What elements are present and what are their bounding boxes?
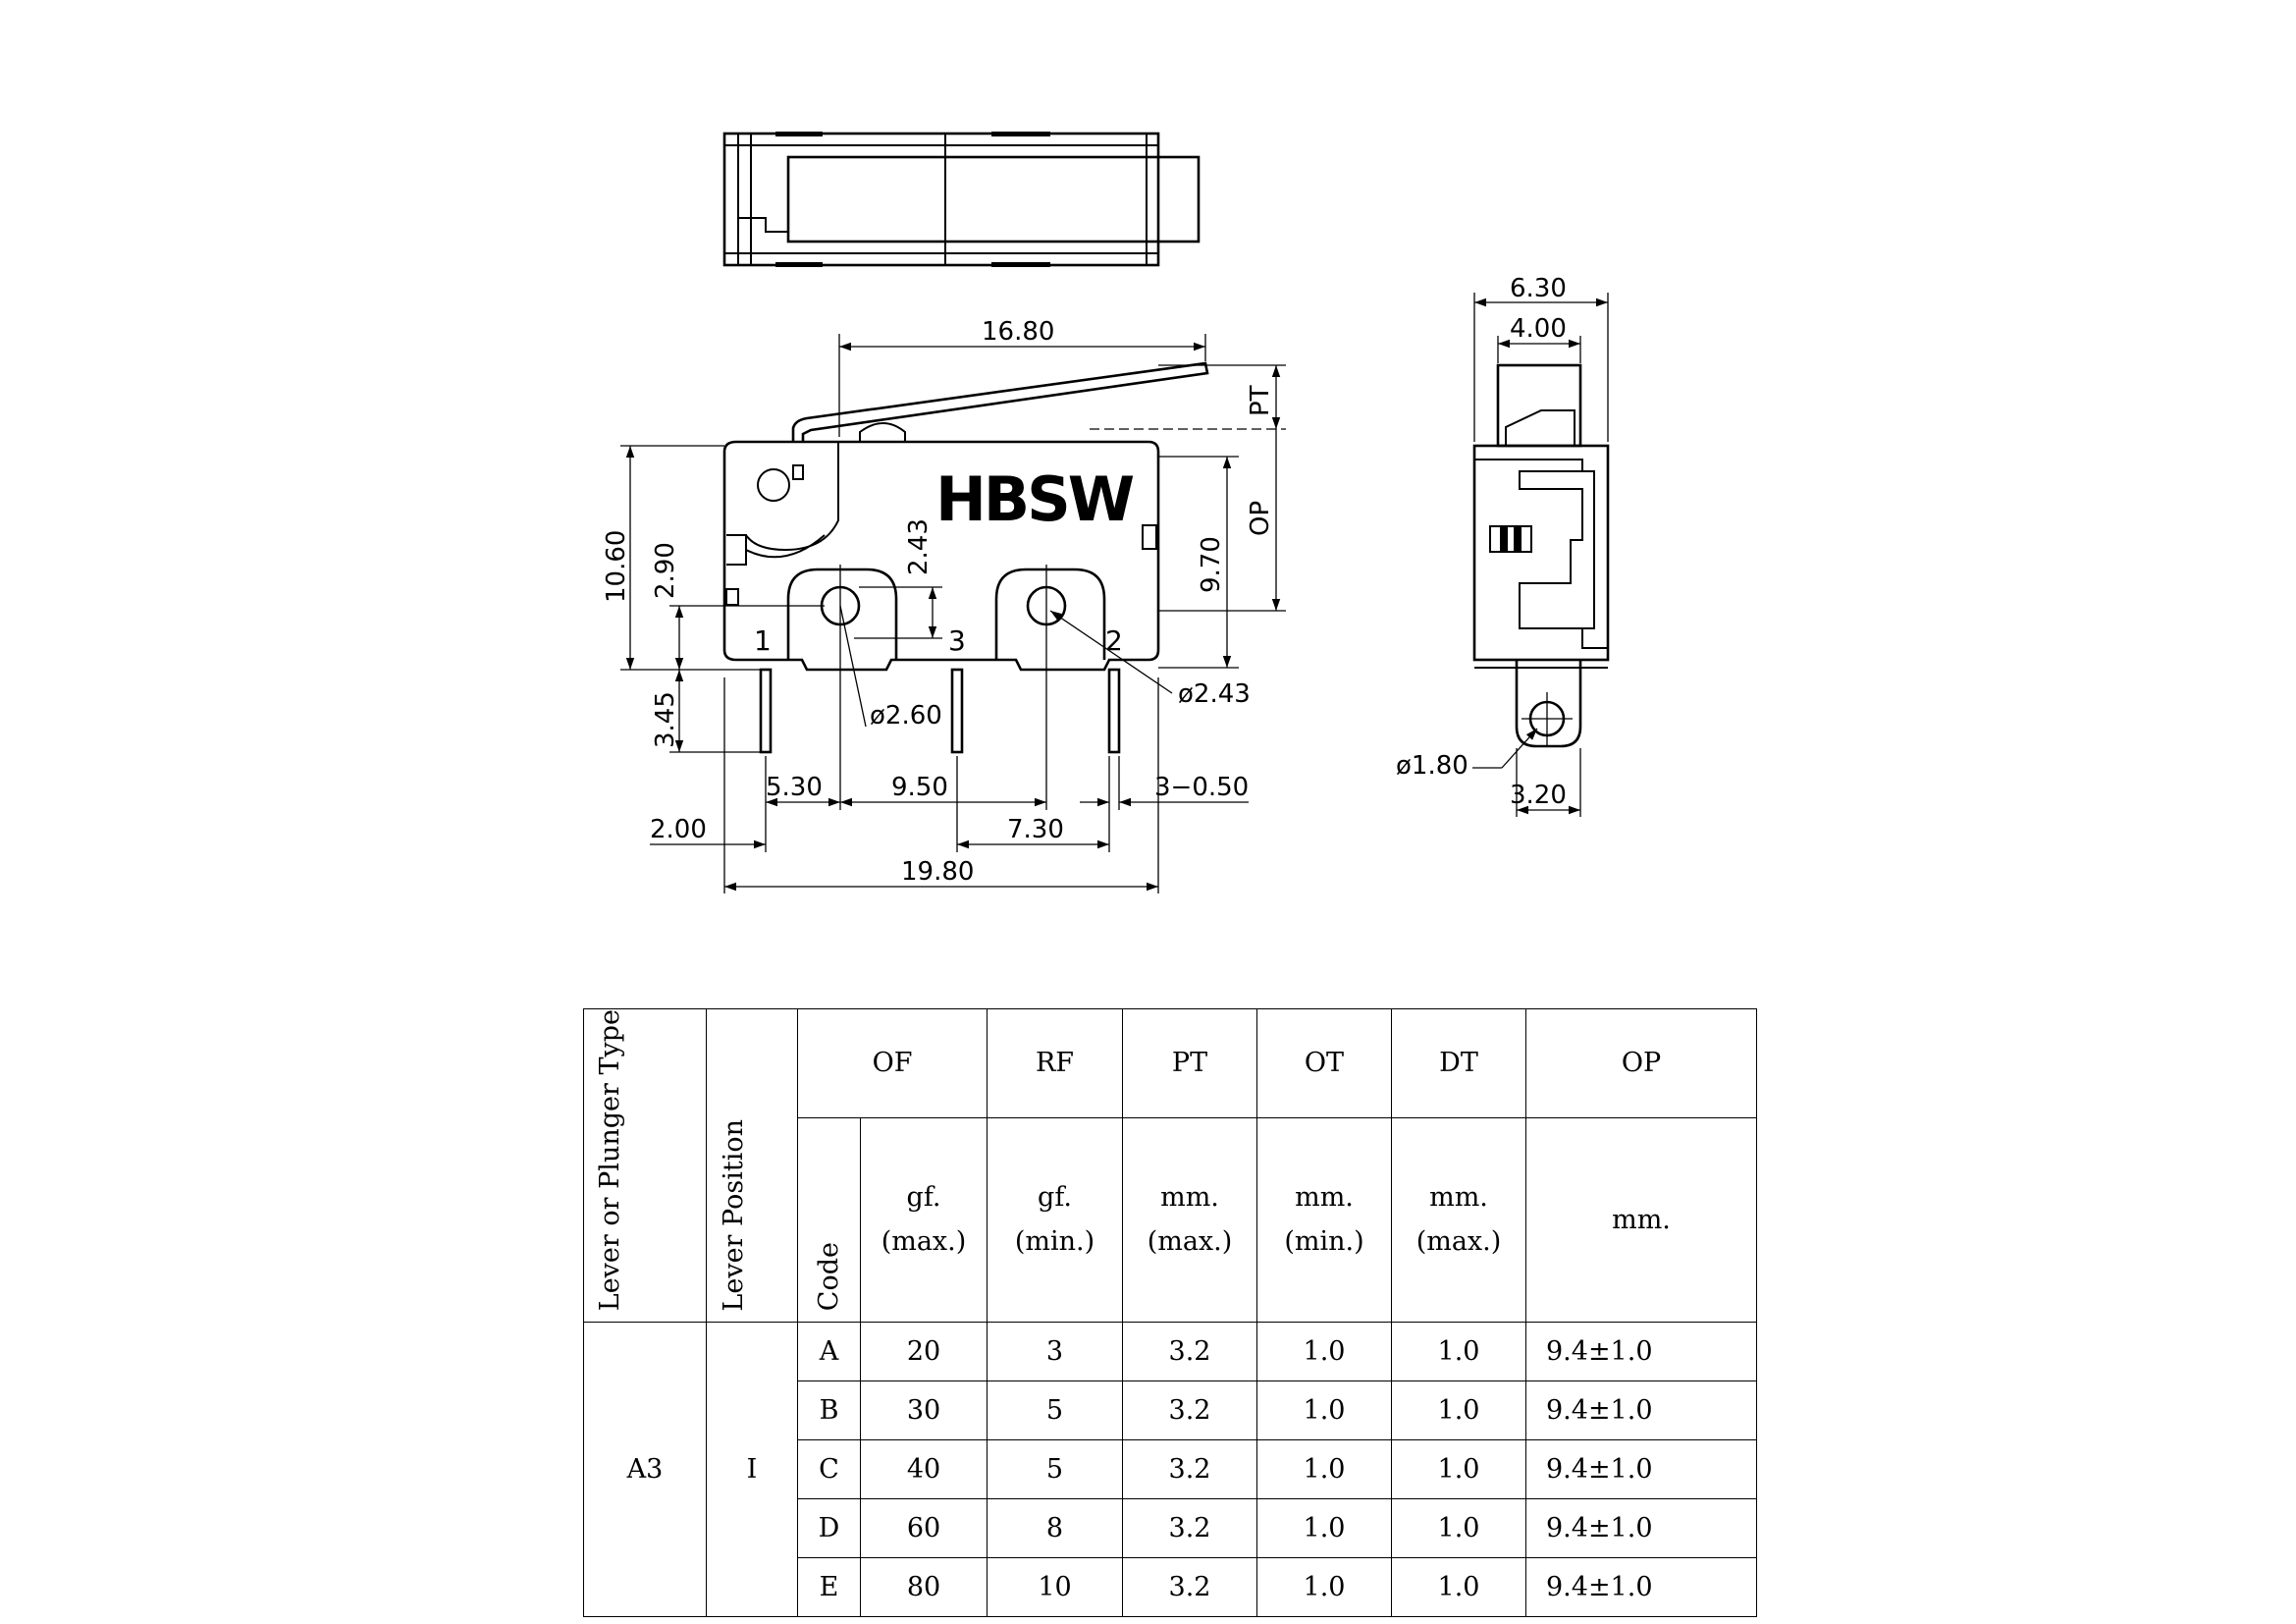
cell-op: 9.4±1.0: [1526, 1499, 1757, 1558]
cell-of: 40: [861, 1440, 988, 1499]
dim-2-90: 2.90: [651, 542, 680, 599]
cell-code: B: [798, 1381, 861, 1440]
header-of: OF: [798, 1009, 988, 1118]
cell-op: 9.4±1.0: [1526, 1381, 1757, 1440]
dim-2-00: 2.00: [650, 815, 707, 844]
unit-rf: [988, 1117, 1123, 1323]
dim-side-6-30: 6.30: [1510, 274, 1567, 303]
unit-of-1: gf.: [906, 1181, 941, 1213]
unit-pt: [1123, 1117, 1257, 1323]
lever: [793, 363, 1207, 442]
dim-5-30: 5.30: [766, 773, 823, 802]
header-op: OP: [1526, 1009, 1757, 1118]
spec-table: [583, 1008, 1757, 1617]
cell-ot: 1.0: [1257, 1440, 1392, 1499]
cell-rf: 3: [988, 1323, 1123, 1381]
lever-position-value: I: [707, 1323, 798, 1617]
unit-op: mm.: [1526, 1117, 1757, 1323]
unit-ot-2: (min.): [1284, 1226, 1364, 1258]
top-view: [724, 132, 1199, 267]
header-ot: OT: [1257, 1009, 1392, 1118]
header-lever-type-text: Lever or Plunger Type: [595, 1009, 625, 1312]
brand-logo: HBSW: [935, 463, 1133, 535]
header-code: [798, 1117, 861, 1323]
dim-9-50: 9.50: [891, 773, 948, 802]
dim-side-hole: ø1.80: [1396, 751, 1468, 781]
dim-3-45: 3.45: [651, 691, 680, 748]
pin-1-label: 1: [754, 624, 772, 657]
unit-of: [861, 1117, 988, 1323]
side-view: [1396, 274, 1608, 817]
cell-ot: 1.0: [1257, 1558, 1392, 1617]
dim-hole-left: ø2.60: [870, 701, 942, 731]
dim-3-050: 3−0.50: [1154, 773, 1250, 802]
dim-7-30: 7.30: [1007, 815, 1064, 844]
dim-2-43: 2.43: [904, 518, 934, 575]
front-view: [602, 317, 1286, 893]
cell-code: C: [798, 1440, 861, 1499]
cell-op: 9.4±1.0: [1526, 1440, 1757, 1499]
header-dt: DT: [1392, 1009, 1526, 1118]
table-row: [584, 1323, 1757, 1381]
header-rf: RF: [988, 1009, 1123, 1118]
lever-type-value: A3: [584, 1323, 707, 1617]
unit-rf-2: (min.): [1014, 1226, 1095, 1258]
cell-of: 60: [861, 1499, 988, 1558]
cell-dt: 1.0: [1392, 1440, 1526, 1499]
cell-of: 20: [861, 1323, 988, 1381]
header-pt: PT: [1123, 1009, 1257, 1118]
dim-hole-right: ø2.43: [1178, 679, 1251, 709]
dim-16-80: 16.80: [982, 317, 1055, 347]
dim-19-80: 19.80: [901, 857, 975, 887]
cell-dt: 1.0: [1392, 1499, 1526, 1558]
cell-code: D: [798, 1499, 861, 1558]
unit-pt-2: (max.): [1147, 1226, 1233, 1258]
cell-dt: 1.0: [1392, 1323, 1526, 1381]
cell-rf: 10: [988, 1558, 1123, 1617]
cell-pt: 3.2: [1123, 1381, 1257, 1440]
cell-op: 9.4±1.0: [1526, 1323, 1757, 1381]
unit-rf-1: gf.: [1038, 1181, 1072, 1213]
unit-pt-1: mm.: [1160, 1181, 1219, 1213]
unit-dt: [1392, 1117, 1526, 1323]
pin-3-label: 3: [948, 624, 966, 657]
cell-of: 80: [861, 1558, 988, 1617]
cell-rf: 5: [988, 1381, 1123, 1440]
dim-10-60: 10.60: [602, 529, 631, 603]
cell-ot: 1.0: [1257, 1499, 1392, 1558]
unit-ot-1: mm.: [1295, 1181, 1354, 1213]
unit-dt-1: mm.: [1429, 1181, 1488, 1213]
cell-dt: 1.0: [1392, 1558, 1526, 1617]
cell-code: A: [798, 1323, 861, 1381]
dim-op: OP: [1246, 500, 1275, 536]
dim-9-70: 9.70: [1197, 536, 1226, 593]
unit-dt-2: (max.): [1415, 1226, 1502, 1258]
header-lever-type: [584, 1009, 707, 1323]
header-lever-position-text: Lever Position: [719, 1118, 749, 1312]
dim-side-3-20: 3.20: [1510, 781, 1567, 810]
dim-pt: PT: [1246, 385, 1275, 416]
unit-of-2: (max.): [881, 1226, 967, 1258]
header-code-text: Code: [813, 1242, 844, 1312]
cell-pt: 3.2: [1123, 1558, 1257, 1617]
unit-ot: [1257, 1117, 1392, 1323]
cell-rf: 8: [988, 1499, 1123, 1558]
cell-ot: 1.0: [1257, 1323, 1392, 1381]
dim-side-4-00: 4.00: [1510, 314, 1567, 344]
pin-2-label: 2: [1105, 624, 1123, 657]
header-lever-position: [707, 1009, 798, 1323]
cell-dt: 1.0: [1392, 1381, 1526, 1440]
cell-of: 30: [861, 1381, 988, 1440]
cell-pt: 3.2: [1123, 1499, 1257, 1558]
cell-code: E: [798, 1558, 861, 1617]
cell-ot: 1.0: [1257, 1381, 1392, 1440]
cell-op: 9.4±1.0: [1526, 1558, 1757, 1617]
cell-rf: 5: [988, 1440, 1123, 1499]
cell-pt: 3.2: [1123, 1440, 1257, 1499]
cell-pt: 3.2: [1123, 1323, 1257, 1381]
